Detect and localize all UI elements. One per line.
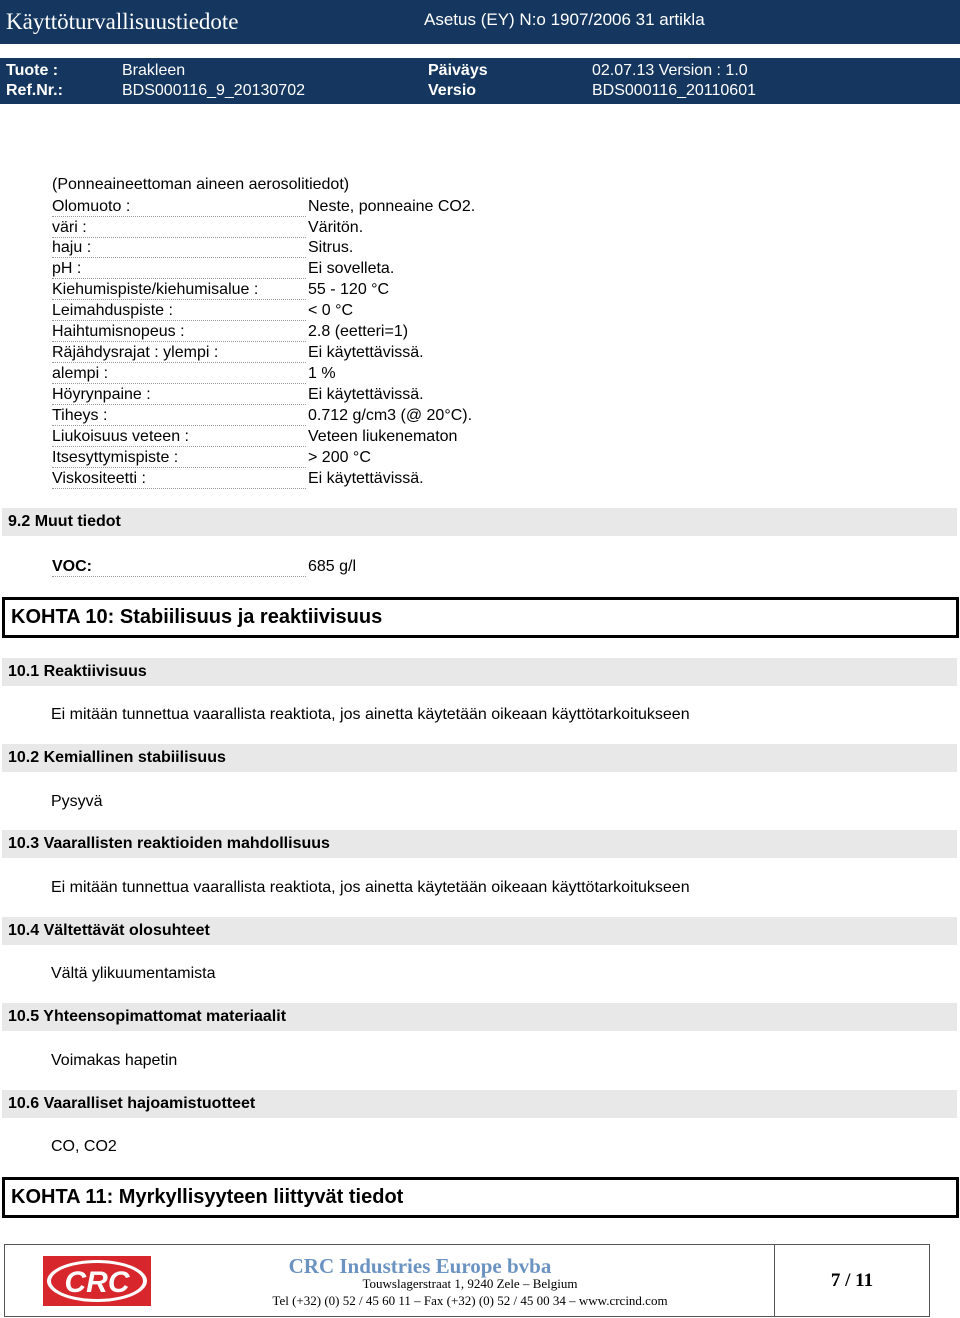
property-label: Tiheys : <box>52 406 306 426</box>
property-value: Ei käytettävissä. <box>308 386 424 403</box>
subsection-text: Pysyvä <box>51 793 103 810</box>
property-label: Viskositeetti : <box>52 469 306 489</box>
subsection-text: Ei mitään tunnettua vaarallista reaktiota, jos ainetta käytetään oikeaan käyttötarkoitukseen <box>51 879 690 896</box>
subsection-text: Vältä ylikuumentamista <box>51 965 216 982</box>
property-label: Haihtumisnopeus : <box>52 322 306 342</box>
property-label: Kiehumispiste/kiehumisalue : <box>52 280 306 300</box>
property-label: Räjähdysrajat : ylempi : <box>52 343 306 363</box>
property-label: alempi : <box>52 364 306 384</box>
property-label: Liukoisuus veteen : <box>52 427 306 447</box>
subsection-10-1-header <box>2 658 957 686</box>
property-value: Neste, ponneaine CO2. <box>308 198 476 215</box>
regulation-reference: Asetus (EY) N:o 1907/2006 31 artikla <box>424 10 705 29</box>
subsection-text: CO, CO2 <box>51 1138 117 1155</box>
property-label: väri : <box>52 218 306 238</box>
voc-value: 685 g/l <box>308 558 357 575</box>
subsection-heading: 10.4 Vältettävät olosuhteet <box>8 922 210 939</box>
property-value: Veteen liukenematon <box>308 428 458 445</box>
subsection-heading: 10.5 Yhteensopimattomat materiaalit <box>8 1008 287 1025</box>
section-title: KOHTA 10: Stabiilisuus ja reaktiivisuus <box>11 606 383 628</box>
company-name: CRC Industries Europe bvba <box>288 1254 552 1278</box>
product-value: Brakleen <box>122 62 186 79</box>
property-value: < 0 °C <box>308 302 354 319</box>
ref-label: Ref.Nr.: <box>6 82 63 99</box>
property-label: pH : <box>52 259 306 279</box>
section-11-header <box>2 1177 959 1218</box>
voc-label: VOC: <box>52 557 306 577</box>
property-label: Olomuoto : <box>52 197 306 217</box>
date-value: 02.07.13 Version : 1.0 <box>592 62 748 79</box>
property-value: 1 % <box>308 365 336 382</box>
aerosol-intro: (Ponneaineettoman aineen aerosolitiedot) <box>52 176 350 193</box>
property-value: Väritön. <box>308 219 364 236</box>
ref-value: BDS000116_9_20130702 <box>122 82 305 99</box>
subsection-heading: 10.1 Reaktiivisuus <box>8 663 147 680</box>
property-label: Leimahduspiste : <box>52 301 306 321</box>
property-label: Itsesyttymispiste : <box>52 448 306 468</box>
subsection-heading: 10.2 Kemiallinen stabiilisuus <box>8 749 226 766</box>
property-value: > 200 °C <box>308 449 371 466</box>
subsection-10-3-header <box>2 830 957 858</box>
company-contact: Tel (+32) (0) 52 / 45 60 11 – Fax (+32) (0) 52 / 45 00 34 – www.crcind.com <box>272 1293 668 1308</box>
subsection-text: Ei mitään tunnettua vaarallista reaktiota, jos ainetta käytetään oikeaan käyttötarkoitukseen <box>51 706 690 723</box>
section-title: KOHTA 11: Myrkyllisyyteen liittyvät tiedot <box>11 1186 404 1208</box>
property-value: 2.8 (eetteri=1) <box>308 323 409 340</box>
subsection-heading: 10.3 Vaarallisten reaktioiden mahdollisuus <box>8 835 330 852</box>
version-label: Versio <box>428 82 477 99</box>
svg-text:CRC: CRC <box>64 1266 130 1299</box>
page-number: 7 / 11 <box>830 1270 874 1291</box>
subsection-10-2-header <box>2 744 957 772</box>
company-address: Touwslagerstraat 1, 9240 Zele – Belgium <box>362 1276 578 1291</box>
property-value: Ei käytettävissä. <box>308 470 424 487</box>
property-label: haju : <box>52 238 306 258</box>
version-value: BDS000116_20110601 <box>592 82 756 99</box>
page-header <box>0 0 960 110</box>
property-value: Sitrus. <box>308 239 354 256</box>
property-value: Ei sovelleta. <box>308 260 395 277</box>
meta-bar <box>0 58 960 104</box>
property-value: 0.712 g/cm3 (@ 20°C). <box>308 407 473 424</box>
section-10-header <box>2 597 959 638</box>
subsection-10-5-header <box>2 1003 957 1031</box>
property-label: Höyrynpaine : <box>52 385 306 405</box>
property-value: Ei käytettävissä. <box>308 344 424 361</box>
page-footer <box>4 1244 930 1317</box>
subsection-10-6-header <box>2 1090 957 1118</box>
product-label: Tuote : <box>6 62 59 79</box>
subsection-9-2-header <box>2 508 957 536</box>
subsection-text: Voimakas hapetin <box>51 1052 178 1069</box>
subsection-heading: 9.2 Muut tiedot <box>8 513 121 530</box>
subsection-10-4-header <box>2 917 957 945</box>
subsection-heading: 10.6 Vaaralliset hajoamistuotteet <box>8 1095 256 1112</box>
title-bar <box>0 0 960 44</box>
document-title: Käyttöturvallisuustiedote <box>6 9 239 34</box>
property-value: 55 - 120 °C <box>308 281 390 298</box>
date-label: Päiväys <box>428 62 488 79</box>
